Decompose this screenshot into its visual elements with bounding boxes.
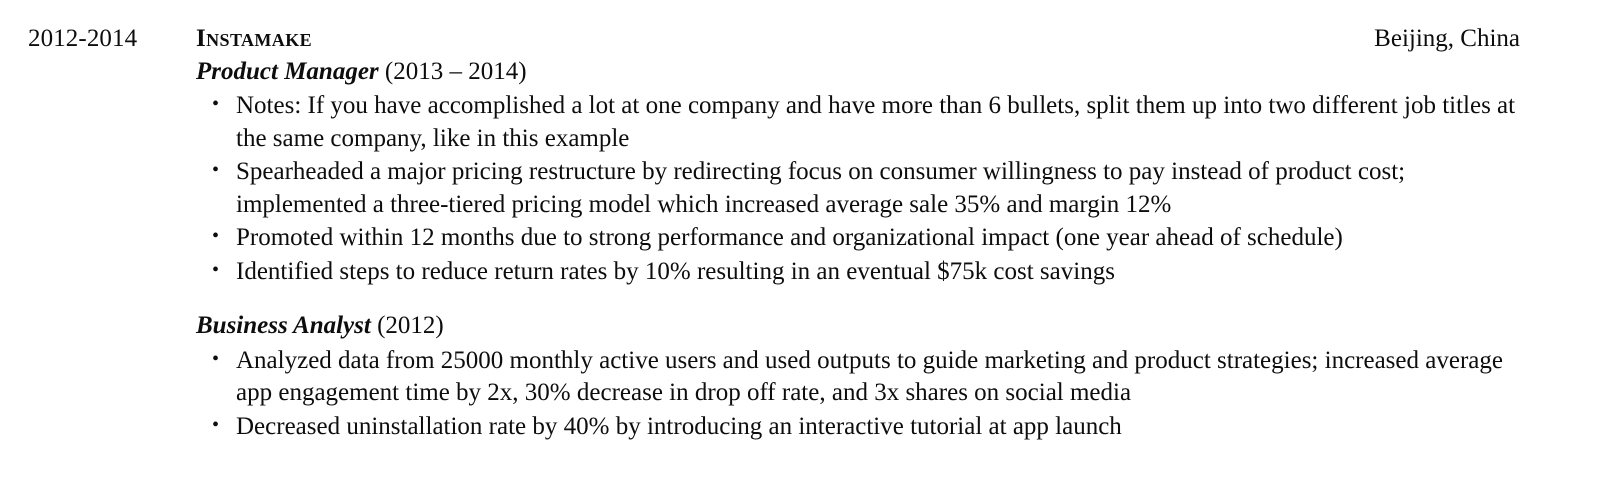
role-block-business-analyst — [196, 310, 1520, 443]
entry-company-name: Instamake — [196, 25, 313, 52]
role-title: Product Manager — [196, 57, 379, 85]
list-item: • Spearheaded a major pricing restructure by redirecting focus on consumer willingness to pay instead of product cost; implemented a three-tiered pricing model which increased average sale 35% and margin 12% — [196, 156, 1520, 221]
entry-location: Beijing, China — [1374, 25, 1520, 52]
entry-body — [196, 56, 1520, 444]
list-item: • Promoted within 12 months due to strong performance and organizational impact (one year ahead of schedule) — [196, 222, 1520, 255]
list-item: • Analyzed data from 25000 monthly active users and used outputs to guide marketing and product strategies; increased average app engagement time by 2x, 30% decrease in drop off rate, and 3x shares on social media — [196, 345, 1520, 410]
role-title: Business Analyst — [196, 312, 371, 339]
entry-header — [28, 24, 1520, 54]
entry-dates: 2012-2014 — [28, 25, 138, 52]
list-item: • Identified steps to reduce return rates by 10% resulting in an eventual $75k cost savings — [196, 256, 1520, 289]
role-block-product-manager — [196, 56, 1520, 289]
role-heading — [196, 56, 1520, 88]
list-item: • Decreased uninstallation rate by 40% by introducing an interactive tutorial at app launch — [196, 411, 1520, 444]
role-years: (2013 – 2014) — [384, 57, 527, 85]
role-years: (2012) — [377, 312, 444, 339]
list-item: • Notes: If you have accomplished a lot at one company and have more than 6 bullets, split them up into two different job titles at the same company, like in this example — [196, 90, 1520, 155]
role-heading — [196, 310, 1520, 342]
role-bullet-list — [196, 90, 1520, 288]
role-bullet-list — [196, 345, 1520, 444]
